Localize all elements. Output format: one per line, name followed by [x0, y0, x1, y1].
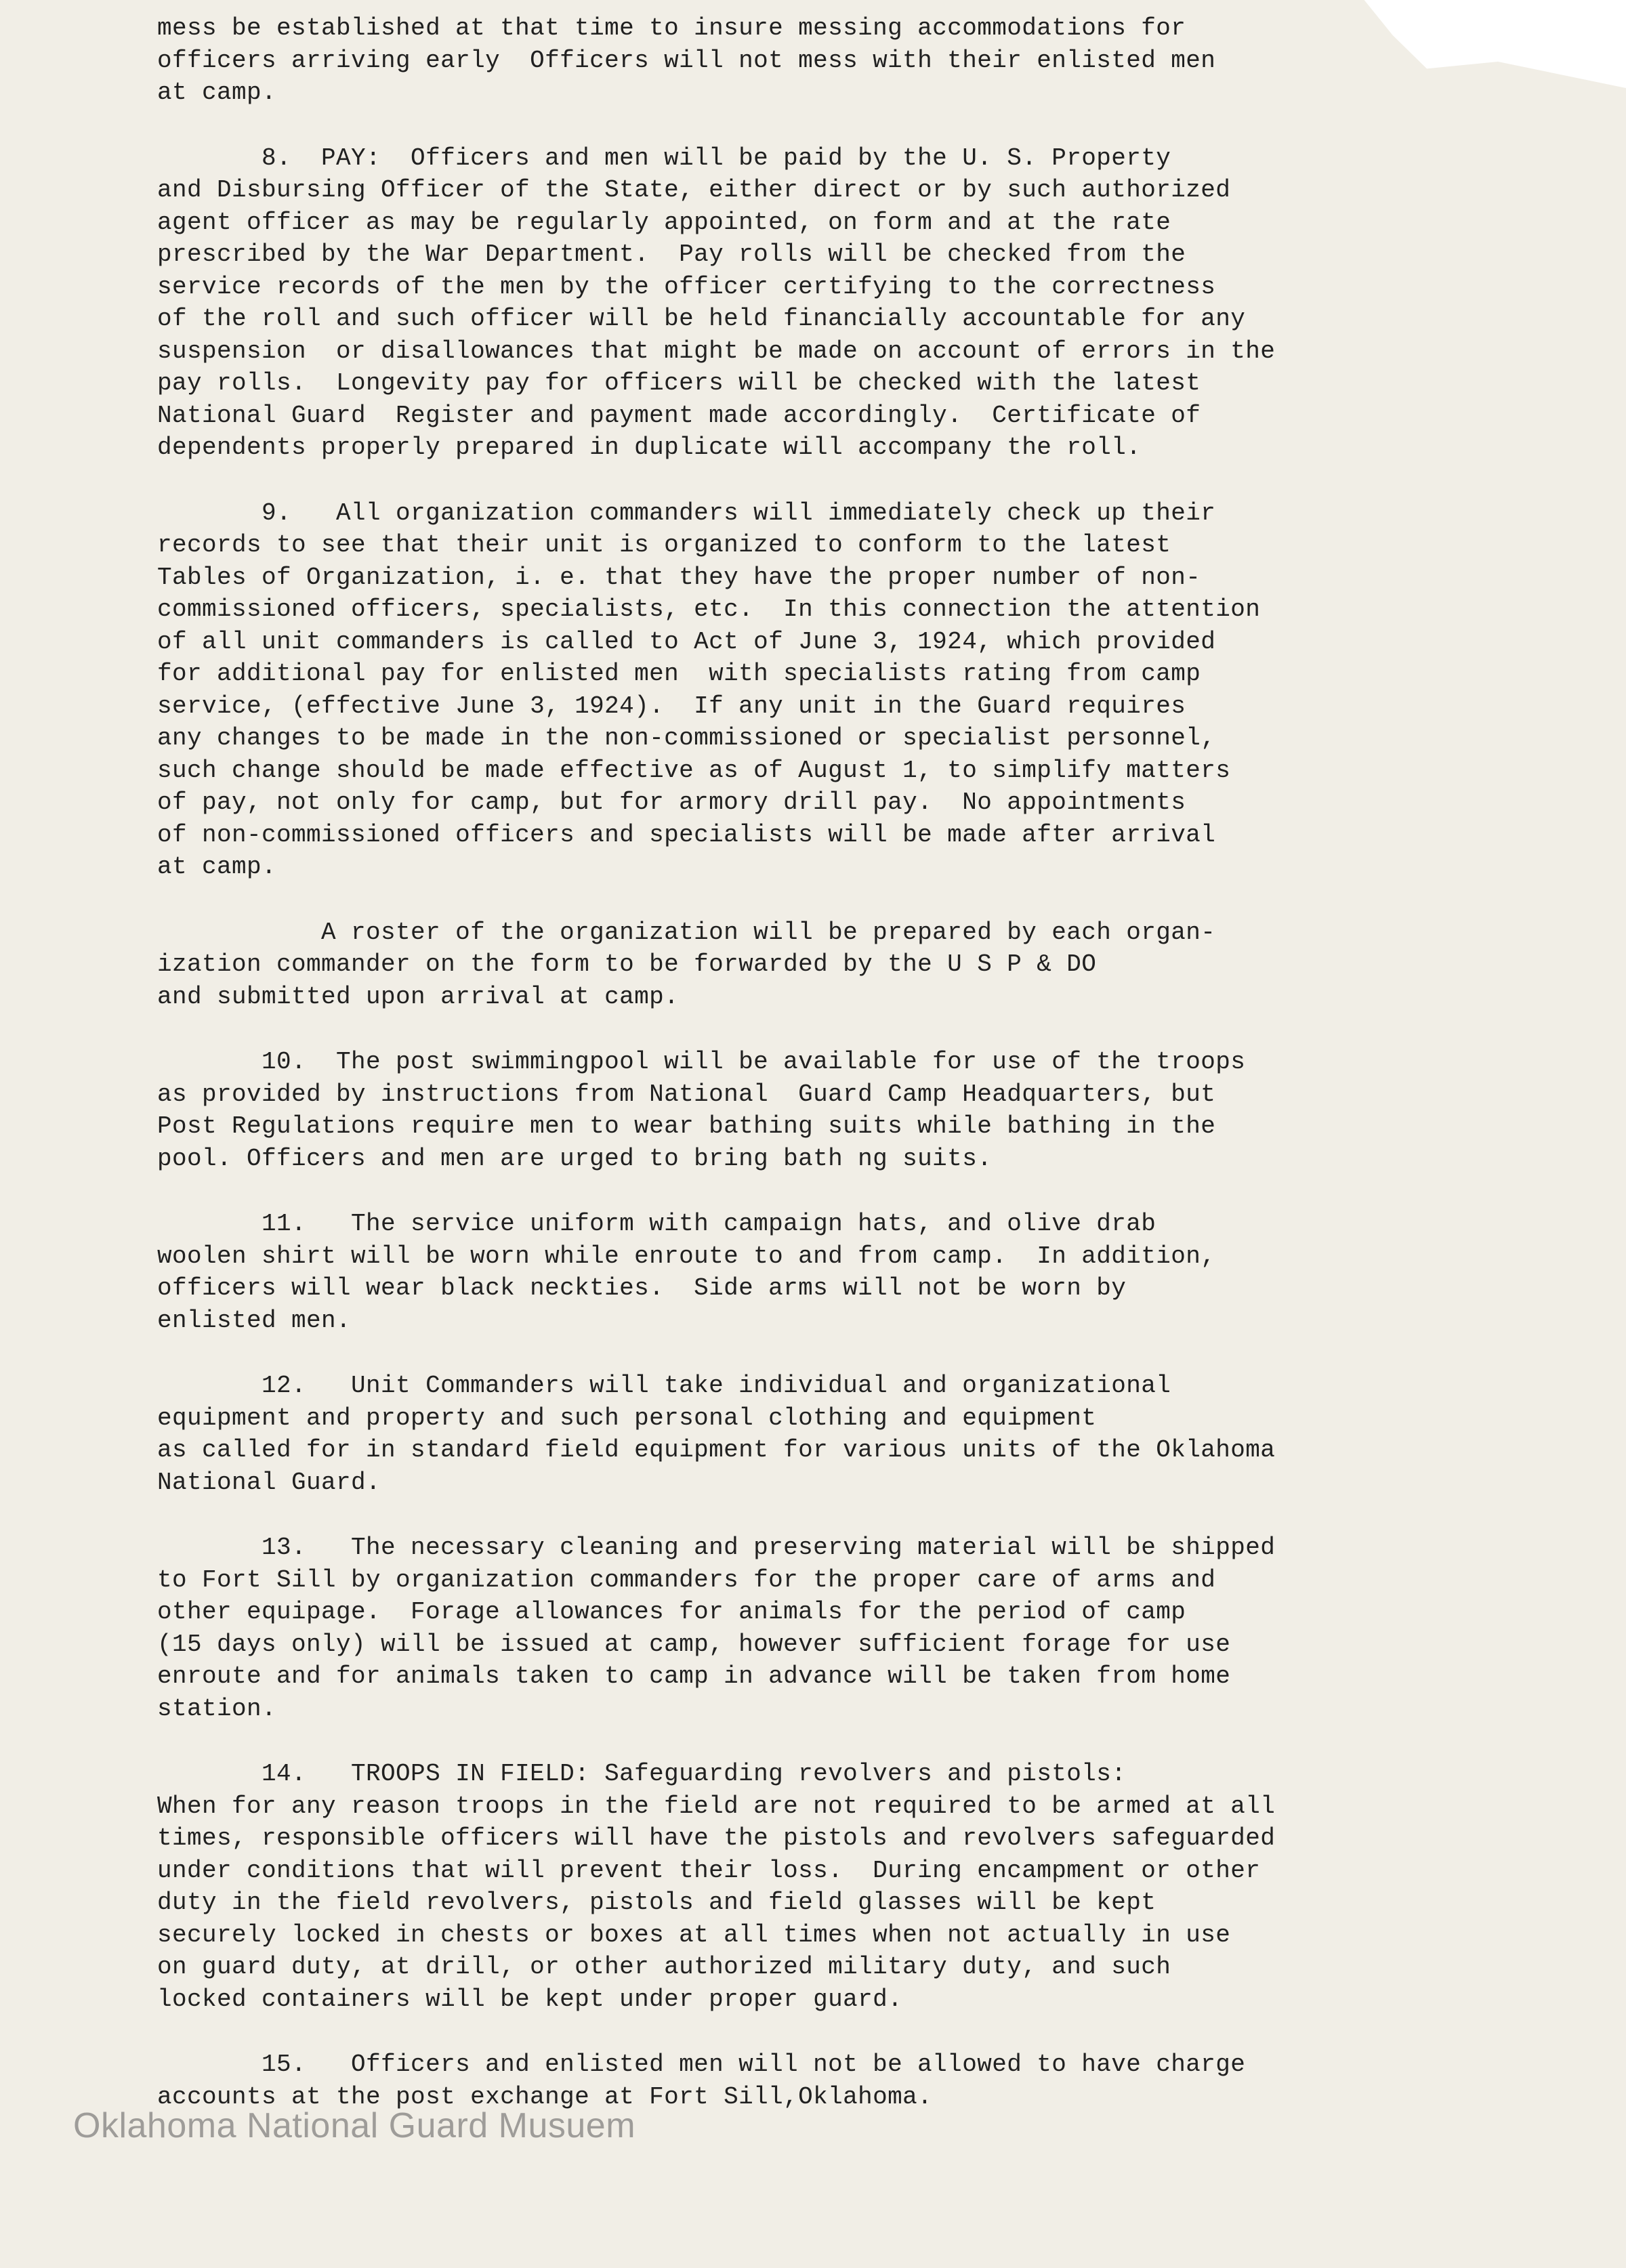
- text-line: as called for in standard field equipment for various units of the Oklahoma: [157, 1436, 1276, 1464]
- text-line: times, responsible officers will have the pistols and revolvers safeguarded: [157, 1824, 1276, 1852]
- paragraph-gap: [157, 1175, 1397, 1208]
- text-line: 11. The service uniform with campaign hats, and olive drab: [157, 1210, 1156, 1238]
- text-line: at camp.: [157, 853, 277, 881]
- text-line: securely locked in chests or boxes at all times when not actually in use: [157, 1920, 1231, 1949]
- text-line: pool. Officers and men are urged to bring bath ng suits.: [157, 1144, 993, 1173]
- text-line: as provided by instructions from National Guard Camp Headquarters, but: [157, 1080, 1216, 1108]
- text-line: 8. PAY: Officers and men will be paid by the U. S. Property: [157, 144, 1171, 172]
- paragraph-gap: [157, 1013, 1397, 1046]
- text-line: When for any reason troops in the field are not required to be armed at all: [157, 1792, 1276, 1820]
- text-line: accounts at the post exchange at Fort Sill,Oklahoma.: [157, 2082, 933, 2111]
- text-line: 10. The post swimmingpool will be available for use of the troops: [157, 1048, 1246, 1076]
- text-line: such change should be made effective as of August 1, to simplify matters: [157, 756, 1231, 784]
- text-line: at camp.: [157, 79, 277, 106]
- text-line: service records of the men by the officer certifying to the correctness: [157, 272, 1216, 301]
- text-line: agent officer as may be regularly appointed, on form and at the rate: [157, 208, 1171, 236]
- text-line: mess be established at that time to insure messing accommodations for: [157, 14, 1186, 42]
- text-line: Tables of Organization, i. e. that they have the proper number of non-: [157, 563, 1201, 591]
- text-line: 15. Officers and enlisted men will not be allowed to have charge: [157, 2051, 1246, 2078]
- text-line: suspension or disallowances that might be made on account of errors in the: [157, 337, 1276, 365]
- text-line: National Guard.: [157, 1468, 381, 1496]
- text-line: under conditions that will prevent their loss. During encampment or other: [157, 1856, 1261, 1885]
- text-line: other equipage. Forage allowances for animals for the period of camp: [157, 1598, 1186, 1626]
- text-line: prescribed by the War Department. Pay rolls will be checked from the: [157, 240, 1186, 268]
- text-line: locked containers will be kept under proper guard.: [157, 1985, 903, 2013]
- text-line: A roster of the organization will be prepared by each organ-: [157, 918, 1216, 946]
- text-line: for additional pay for enlisted men with specialists rating from camp: [157, 660, 1201, 688]
- text-line: on guard duty, at drill, or other authorized military duty, and such: [157, 1953, 1171, 1981]
- text-line: and submitted upon arrival at camp.: [157, 982, 680, 1011]
- text-line: officers will wear black neckties. Side arms will not be worn by: [157, 1274, 1127, 1302]
- text-line: records to see that their unit is organized to conform to the latest: [157, 531, 1171, 559]
- text-line: 14. TROOPS IN FIELD: Safeguarding revolvers and pistols:: [157, 1760, 1127, 1788]
- text-line: any changes to be made in the non-commissioned or specialist personnel,: [157, 724, 1216, 752]
- text-line: duty in the field revolvers, pistols and field glasses will be kept: [157, 1889, 1156, 1916]
- text-line: and Disbursing Officer of the State, either direct or by such authorized: [157, 176, 1231, 204]
- text-line: to Fort Sill by organization commanders for the proper care of arms and: [157, 1566, 1216, 1594]
- text-line: officers arriving early Officers will not mess with their enlisted men: [157, 46, 1216, 75]
- text-line: Post Regulations require men to wear bathing suits while bathing in the: [157, 1112, 1216, 1140]
- document-body: [157, 12, 1397, 2113]
- text-line: of all unit commanders is called to Act of June 3, 1924, which provided: [157, 627, 1216, 656]
- text-line: of the roll and such officer will be held financially accountable for any: [157, 305, 1246, 333]
- paragraph-gap: [157, 464, 1397, 497]
- paragraph-gap: [157, 109, 1397, 142]
- text-line: of pay, not only for camp, but for armory drill pay. No appointments: [157, 789, 1186, 816]
- text-line: 9. All organization commanders will immediately check up their: [157, 499, 1216, 527]
- text-line: equipment and property and such personal clothing and equipment: [157, 1404, 1097, 1432]
- text-line: commissioned officers, specialists, etc. In this connection the attention: [157, 595, 1261, 623]
- text-line: of non-commissioned officers and specialists will be made after arrival: [157, 820, 1216, 849]
- paragraph-gap: [157, 883, 1397, 917]
- text-line: 13. The necessary cleaning and preserving material will be shipped: [157, 1534, 1276, 1561]
- paragraph-gap: [157, 1337, 1397, 1370]
- text-line: service, (effective June 3, 1924). If any unit in the Guard requires: [157, 692, 1186, 720]
- paragraph-gap: [157, 1498, 1397, 1532]
- text-line: woolen shirt will be worn while enroute to and from camp. In addition,: [157, 1242, 1216, 1270]
- text-line: dependents properly prepared in duplicate will accompany the roll.: [157, 434, 1142, 461]
- text-line: enroute and for animals taken to camp in advance will be taken from home: [157, 1662, 1231, 1690]
- text-line: National Guard Register and payment made accordingly. Certificate of: [157, 401, 1201, 429]
- text-line: 12. Unit Commanders will take individual and organizational: [157, 1372, 1171, 1400]
- text-line: (15 days only) will be issued at camp, however sufficient forage for use: [157, 1630, 1231, 1658]
- text-line: station.: [157, 1694, 277, 1723]
- paragraph-gap: [157, 2015, 1397, 2049]
- paragraph-gap: [157, 1725, 1397, 1758]
- watermark-text: Oklahoma National Guard Musuem: [73, 2106, 636, 2145]
- text-line: enlisted men.: [157, 1306, 352, 1335]
- text-line: ization commander on the form to be forwarded by the U S P & DO: [157, 950, 1097, 978]
- text-line: pay rolls. Longevity pay for officers will be checked with the latest: [157, 369, 1201, 397]
